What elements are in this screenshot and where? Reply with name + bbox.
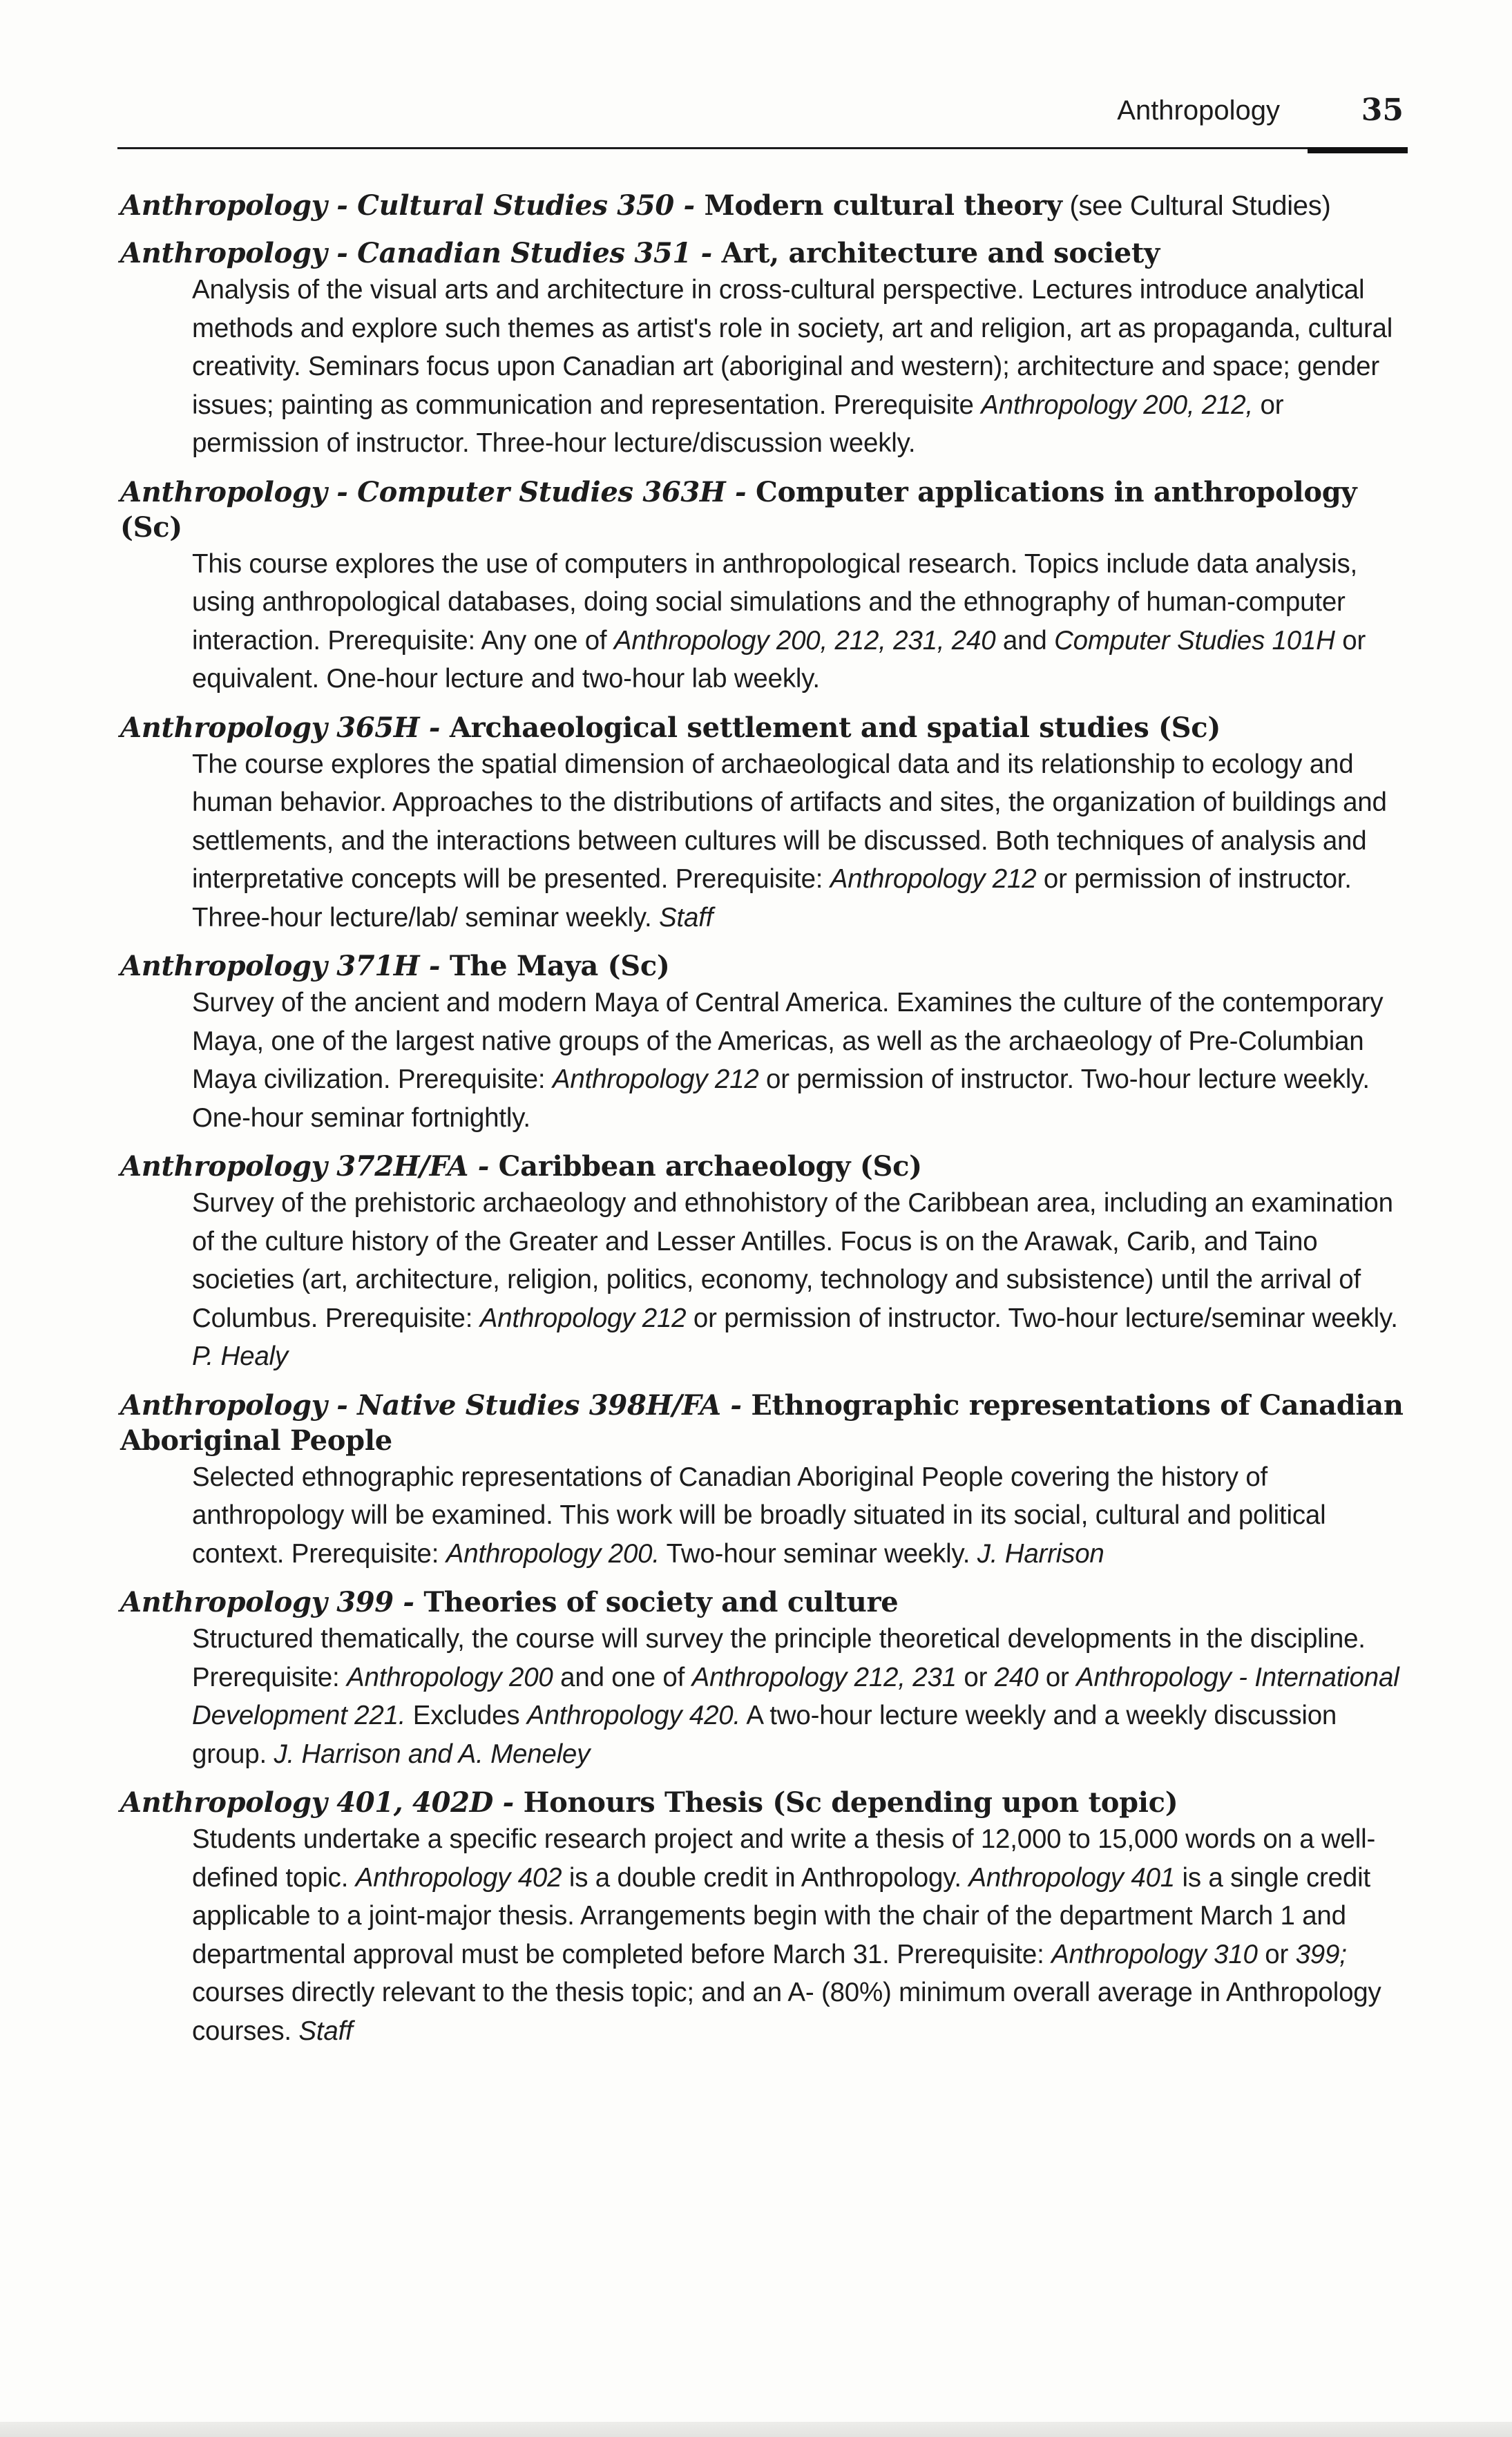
description-emphasis: 240 [994, 1662, 1039, 1692]
description-text: Selected ethnographic representations of Canadian Aboriginal People covering the history of anthropology will be examined. This work will be broadly situated in its social, cultural and political context. Prerequisite: [192, 1462, 1326, 1569]
description-text: is a double credit in Anthropology. [562, 1862, 969, 1893]
course-entry [120, 948, 1405, 1137]
description-text: or [956, 1662, 995, 1692]
running-header [117, 95, 1408, 149]
description-text: Survey of the prehistoric archaeology and ethnohistory of the Caribbean area, including an examination of the culture history of the Greater and Lesser Antilles. Focus is on the Arawak, Carib, and Taino societies (art, architecture, religion, politics, economy, technology and subsistence) until the arrival of Columbus. Prerequisite: [192, 1188, 1393, 1333]
course-description [192, 1184, 1405, 1376]
description-text: Survey of the ancient and modern Maya of Central America. Examines the culture of the contemporary Maya, one of the largest native groups of the Americas, as well as the archaeology of Pre-Columbian Maya civilization. Prerequisite: [192, 988, 1384, 1094]
course-title: The Maya (Sc) [440, 950, 670, 982]
course-description [192, 745, 1405, 937]
description-text: Structured thematically, the course will survey the principle theoretical developments in the discipline. Prerequisite: [192, 1624, 1366, 1692]
description-emphasis: J. Harrison and A. Meneley [274, 1739, 591, 1769]
description-emphasis: Anthropology - International Development 221. [192, 1662, 1399, 1730]
description-emphasis: Anthropology 212, 231 [691, 1662, 957, 1692]
description-emphasis: P. Healy [192, 1341, 288, 1371]
description-text: The course explores the spatial dimension of archaeological data and its relationship to ecology and human behavior. Approaches to the distributions of artifacts and sites, the organization of buildings and settlements, and the interactions between cultures will be discussed. Both techniques of analysis and interpretative concepts will be presented. Prerequisite: [192, 749, 1387, 894]
description-text: and one of [553, 1662, 692, 1692]
course-title: Honours Thesis (Sc depending upon topic) [513, 1786, 1178, 1819]
course-title: Caribbean archaeology (Sc) [489, 1150, 922, 1183]
description-emphasis: Anthropology 212 [479, 1303, 687, 1333]
course-title: Modern cultural theory [694, 189, 1062, 222]
description-emphasis: Staff [298, 2016, 353, 2046]
course-code: Anthropology - Canadian Studies 351 - [120, 237, 712, 269]
course-entry [120, 188, 1405, 224]
description-emphasis: Anthropology 420. [526, 1701, 741, 1730]
course-heading [120, 236, 1405, 271]
course-code: Anthropology 365H - [120, 711, 441, 744]
course-description [192, 984, 1405, 1137]
description-text: or permission of instructor. Two-hour lecture/seminar weekly. [686, 1303, 1398, 1333]
course-entry [120, 236, 1405, 463]
course-entry [120, 710, 1405, 937]
course-entry [120, 1149, 1405, 1376]
page-number: 35 [1361, 93, 1404, 128]
course-title: Theories of society and culture [414, 1586, 899, 1618]
description-text: Excludes [405, 1701, 527, 1730]
scan-bottom-edge [0, 2422, 1512, 2437]
course-heading [120, 1785, 1405, 1820]
header-rule-accent [1308, 147, 1408, 153]
description-emphasis: Anthropology 200, 212, 231, 240 [613, 625, 996, 656]
description-emphasis: Anthropology 212 [552, 1064, 759, 1094]
course-code: Anthropology - Cultural Studies 350 - [120, 189, 695, 222]
description-emphasis: Anthropology 212 [830, 864, 1037, 894]
course-code: Anthropology - Native Studies 398H/FA - [120, 1388, 742, 1422]
description-text: Two-hour seminar weekly. [659, 1538, 977, 1569]
course-heading [120, 1388, 1405, 1458]
description-text: or equivalent. One-hour lecture and two-hour lab weekly. [192, 625, 1366, 694]
course-description [192, 1458, 1405, 1574]
description-emphasis: Anthropology 401 [968, 1862, 1175, 1893]
description-emphasis: Staff [659, 902, 714, 933]
course-heading [120, 710, 1405, 745]
description-emphasis: 399; [1295, 1939, 1347, 1969]
description-text: A two-hour lecture weekly and a weekly discussion group. [192, 1701, 1337, 1769]
description-text: or [1038, 1662, 1077, 1692]
course-code: Anthropology - Computer Studies 363H - [120, 475, 747, 508]
description-text: courses directly relevant to the thesis topic; and an A- (80%) minimum overall average in Anthropology courses. [192, 1978, 1381, 2046]
course-heading [120, 475, 1405, 545]
description-emphasis: J. Harrison [977, 1538, 1104, 1569]
description-emphasis: Anthropology 200. [446, 1538, 660, 1569]
course-code: Anthropology 401, 402D - [120, 1786, 514, 1819]
description-text: and [995, 625, 1055, 656]
course-entry [120, 1785, 1405, 2050]
course-code: Anthropology 371H - [120, 950, 441, 982]
description-text: or [1257, 1939, 1296, 1969]
course-heading [120, 1149, 1405, 1184]
course-title: Computer applications in anthropology (Sc) [120, 475, 1357, 544]
course-entry [120, 475, 1405, 698]
description-text: Analysis of the visual arts and architecture in cross-cultural perspective. Lectures introduce analytical methods and explore such themes as artist's role in society, art and religion, art as propaganda, cultural creativity. Seminars focus upon Canadian art (aboriginal and western); architecture and space; gender issues; painting as communication and representation. Prerequisite [192, 275, 1393, 420]
course-code: Anthropology 372H/FA - [120, 1150, 490, 1183]
course-list [120, 188, 1405, 2062]
description-emphasis: Anthropology 200 [347, 1662, 553, 1692]
course-entry [120, 1388, 1405, 1574]
description-emphasis: Anthropology 200, 212, [981, 390, 1253, 420]
course-code: Anthropology 399 - [120, 1586, 414, 1618]
course-heading [120, 1585, 1405, 1620]
course-title-note: (see Cultural Studies) [1062, 191, 1331, 221]
description-text: Students undertake a specific research project and write a thesis of 12,000 to 15,000 words on a well-defined topic. [192, 1824, 1376, 1893]
course-description [192, 1820, 1405, 2050]
course-entry [120, 1585, 1405, 1773]
course-title: Art, architecture and society [711, 237, 1160, 269]
course-description [192, 271, 1405, 463]
description-text: or permission of instructor. Three-hour lecture/discussion weekly. [192, 390, 1284, 458]
description-text: is a single credit applicable to a joint-major thesis. Arrangements begin with the chair of the department March 1 and departmental approval must be completed before March 31. Prerequisite: [192, 1862, 1370, 1969]
description-emphasis: Computer Studies 101H [1054, 625, 1335, 656]
description-emphasis: Anthropology 310 [1051, 1939, 1258, 1969]
description-text: This course explores the use of computers in anthropological research. Topics include data analysis, using anthropological databases, doing social simulations and the ethnography of human-computer interaction. Prerequisite: Any one of [192, 548, 1358, 656]
course-title: Archaeological settlement and spatial studies (Sc) [440, 711, 1221, 744]
course-description [192, 545, 1405, 698]
course-heading [120, 948, 1405, 984]
header-section-title: Anthropology [1117, 95, 1280, 126]
course-description [192, 1620, 1405, 1773]
description-emphasis: Anthropology 402 [355, 1862, 562, 1893]
course-heading [120, 188, 1405, 224]
description-text: or permission of instructor. Three-hour lecture/lab/ seminar weekly. [192, 864, 1352, 933]
description-text: or permission of instructor. Two-hour lecture weekly. One-hour seminar fortnightly. [192, 1064, 1370, 1133]
course-title: Ethnographic representations of Canadian Aboriginal People [120, 1388, 1404, 1457]
